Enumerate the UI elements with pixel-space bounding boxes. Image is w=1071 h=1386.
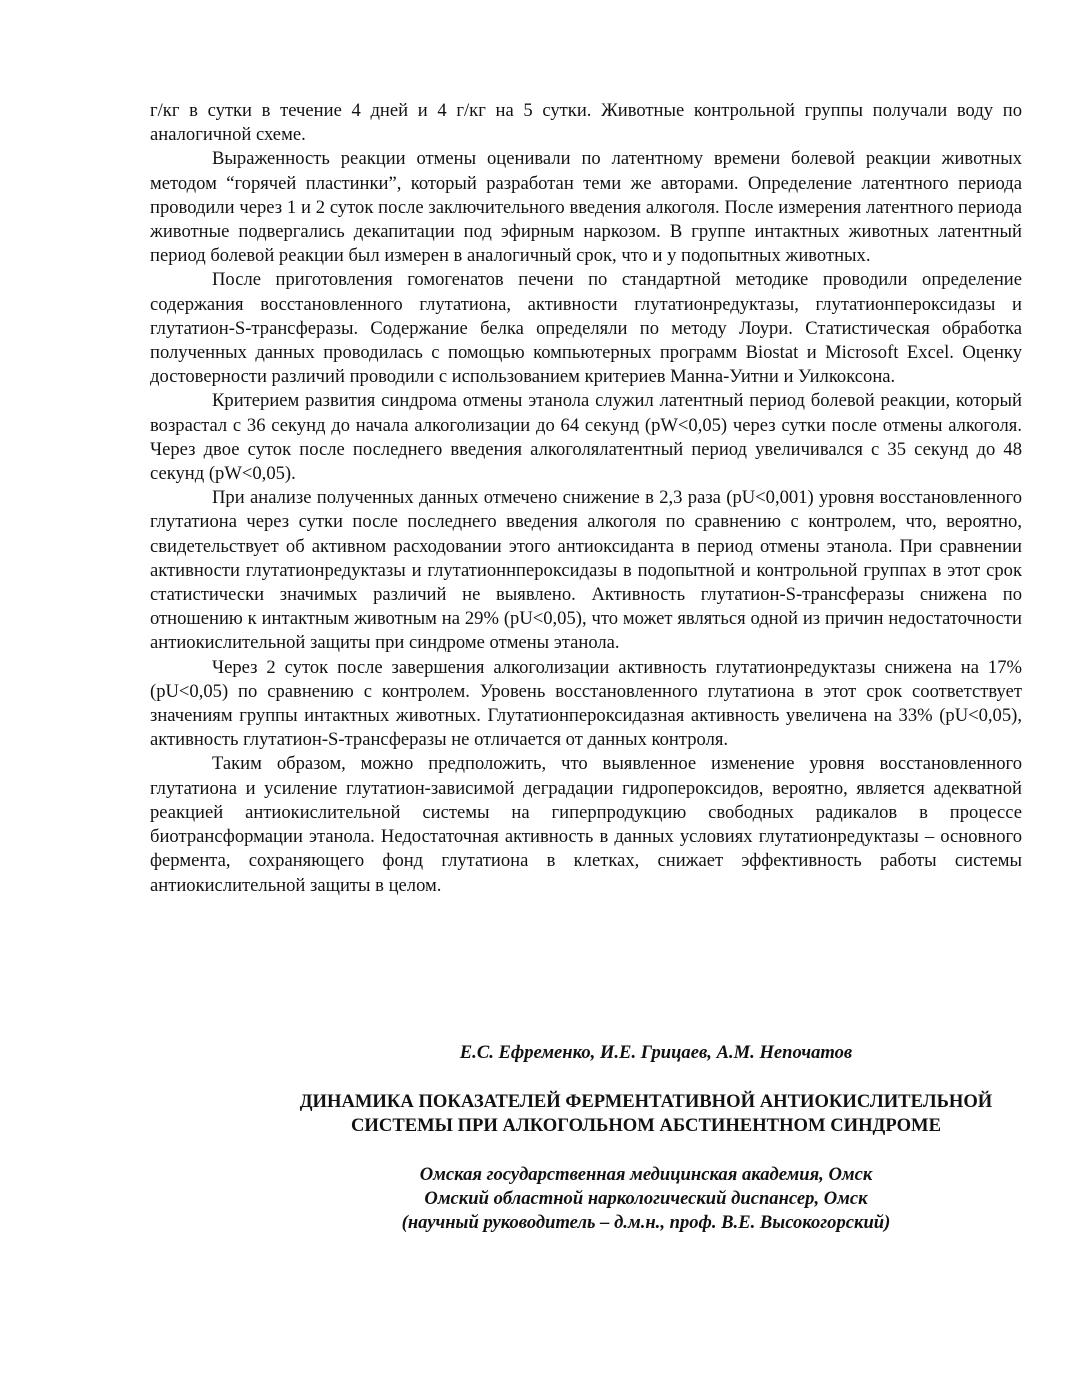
title-line: СИСТЕМЫ ПРИ АЛКОГОЛЬНОМ АБСТИНЕНТНОМ СИНДРОМЕ (351, 1115, 941, 1136)
article-affiliation (150, 1163, 1022, 1235)
article-authors: Е.С. Ефременко, И.Е. Грицаев, А.М. Непочатов (459, 1042, 853, 1063)
paragraph: Выраженность реакции отмены оценивали по латентному времени болевой реакции животных методом “горячей пластинки”, который разработан теми же авторами. Определение латентного периода проводили через 1 и 2 суток после заключительного введения алкоголя. После измерения латентного периода животные подвергались декапитации под эфирным наркозом. В группе интактных животных латентный период болевой реакции был измерен в аналогичный срок, что и у подопытных животных. (150, 148, 1022, 267)
affiliation-line: Омский областной наркологический диспансер, Омск (424, 1188, 868, 1209)
paragraph: Критерием развития синдрома отмены этанола служил латентный период болевой реакции, который возрастал с 36 секунд до начала алкоголизации до 64 секунд (pW<0,05) через сутки после отмены алкоголя. Через двое суток после последнего введения алкоголялатентный период увеличивался с 35 секунд до 48 секунд (pW<0,05). (150, 390, 1022, 485)
title-line: ДИНАМИКА ПОКАЗАТЕЛЕЙ ФЕРМЕНТАТИВНОЙ АНТИОКИСЛИТЕЛЬНОЙ (299, 1091, 993, 1112)
paragraph: г/кг в сутки в течение 4 дней и 4 г/кг на 5 сутки. Животные контрольной группы получали воду по аналогичной схеме. (150, 100, 1022, 146)
paragraph: При анализе полученных данных отмечено снижение в 2,3 раза (pU<0,001) уровня восстановленного глутатиона через сутки после последнего введения алкоголя по сравнению с контролем, что, вероятно, свидетельствует об активном расходовании этого антиоксиданта в период отмены этанола. При сравнении активности глутатионредуктазы и глутатионнпероксидазы в подопытной и контрольной группах в этот срок статистически значимых различий не выявлено. Активность глутатион-S-трансферазы снижена по отношению к интактным животным на 29% (pU<0,05), что может являться одной из причин недостаточности антиокислительной защиты при синдроме отмены этанола. (150, 487, 1022, 654)
paragraph: Через 2 суток после завершения алкоголизации активность глутатионредуктазы снижена на 17% (pU<0,05) по сравнению с контролем. Уровень восстановленного глутатиона в этот срок соответствует значениям группы интактных животных. Глутатионпероксидазная активность увеличена на 33% (pU<0,05), активность глутатион-S-трансферазы не отличается от данных контроля. (150, 656, 1022, 751)
affiliation-line: Омская государственная медицинская академия, Омск (419, 1164, 873, 1185)
paragraph: После приготовления гомогенатов печени по стандартной методике проводили определение содержания восстановленного глутатиона, активности глутатионредуктазы, глутатионпероксидазы и глутатион-S-трансферазы. Содержание белка определяли по методу Лоури. Статистическая обработка полученных данных проводилась с помощью компьютерных программ Biostat и Microsoft Excel. Оценку достоверности различий проводили с использованием критериев Манна-Уитни и Уилкоксона. (150, 269, 1022, 388)
article-title (150, 1090, 1022, 1138)
article-body (150, 99, 1022, 898)
paragraph: Таким образом, можно предположить, что выявленное изменение уровня восстановленного глутатиона и усиление глутатион-зависимой деградации гидропероксидов, вероятно, является адекватной реакцией антиокислительной системы на гиперпродукцию свободных радикалов в процессе биотрансформации этанола. Недостаточная активность в данных условиях глутатионредуктазы – основного фермента, сохраняющего фонд глутатиона в клетках, снижает эффективность работы системы антиокислительной защиты в целом. (150, 753, 1022, 896)
supervisor-line: (научный руководитель – д.м.н., проф. В.Е. Высокогорский) (401, 1212, 891, 1233)
